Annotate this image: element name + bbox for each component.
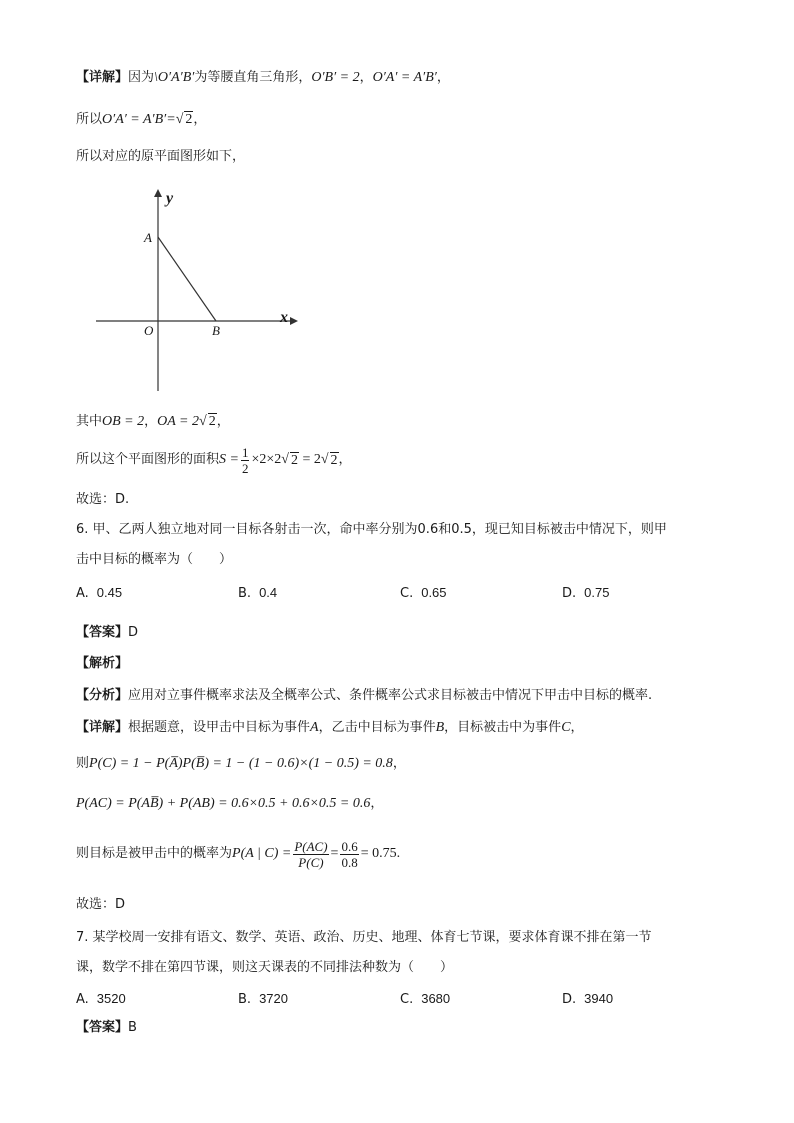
equation: P(AC) = P(AB̅) + P(AB) = 0.6×0.5 + 0.6×0.5 = 0.6 xyxy=(76,796,371,811)
sqrt-radicand: 2 xyxy=(208,414,216,429)
text: ， xyxy=(392,756,406,771)
fraction-half xyxy=(241,445,250,476)
coordinate-figure xyxy=(90,185,310,397)
answer-value: D xyxy=(128,625,139,640)
fraction-numerator: P(AC) xyxy=(294,838,328,854)
text: 则目标是被甲击中的概率为 xyxy=(76,846,233,861)
q7-stem-line-2: 课，数学不排在第四节课，则这天课表的不同排法种数为（ ） xyxy=(76,960,454,975)
text: ， xyxy=(370,796,384,811)
q7-option-d xyxy=(562,989,613,1010)
text: 则 xyxy=(76,756,90,771)
answer-value: B xyxy=(128,1020,137,1035)
option-letter: A. xyxy=(76,992,89,1007)
fraction-numerator: 1 xyxy=(241,444,249,460)
origin-label: O xyxy=(144,323,154,338)
equation: = 2 xyxy=(298,452,321,467)
detail-line-4 xyxy=(76,412,230,432)
q6-fenxi xyxy=(76,686,652,706)
equation: O′B′ = 2 xyxy=(311,70,360,85)
q7-answer xyxy=(76,1018,137,1038)
q6-option-a xyxy=(76,583,122,604)
fenxi-tag: 【分析】 xyxy=(76,688,129,703)
event-c: C xyxy=(561,720,571,735)
text: ， xyxy=(570,720,584,735)
detail-line-1 xyxy=(76,68,450,88)
text: ， xyxy=(216,414,230,429)
equation: OA = 2 xyxy=(157,414,199,429)
q6-calc-3 xyxy=(76,834,400,875)
option-value: 3940 xyxy=(584,991,614,1006)
option-value: 0.4 xyxy=(259,585,278,600)
text: 所以这个平面图形的面积 xyxy=(76,452,220,467)
text: ， xyxy=(359,70,373,85)
fenxi-text: 应用对立事件概率求法及全概率公式、条件概率公式求目标被击中情况下甲击中目标的概率. xyxy=(128,688,653,703)
sqrt-radicand: 2 xyxy=(290,452,298,468)
sqrt-radicand: 2 xyxy=(185,112,193,127)
option-value: 3720 xyxy=(259,991,288,1006)
option-letter: D. xyxy=(562,992,577,1007)
fraction-denominator: P(C) xyxy=(298,854,324,870)
point-a-label: A xyxy=(144,230,152,245)
detail-line-6: 故选：D. xyxy=(76,492,130,507)
q6-choose: 故选：D xyxy=(76,897,126,912)
equation: S = xyxy=(219,452,239,467)
option-value: 3520 xyxy=(96,991,126,1006)
option-letter: D. xyxy=(562,586,577,601)
option-value: 0.45 xyxy=(96,585,123,600)
equation: OB = 2 xyxy=(102,414,145,429)
equation: P(A | C) = xyxy=(232,846,292,861)
equation: O′A′ = A′B′ xyxy=(372,70,437,85)
segment-ab xyxy=(158,237,216,321)
text: ， xyxy=(436,70,450,85)
detail-line-5 xyxy=(76,442,352,479)
text: 根据题意，设甲击中目标为事件 xyxy=(128,720,311,735)
q6-analysis xyxy=(76,654,128,674)
sqrt-symbol: √ xyxy=(281,452,289,467)
q7-stem-line-1: 7. 某学校周一安排有语文、数学、英语、政治、历史、地理、体育七节课，要求体育课不排在第一节 xyxy=(76,930,652,945)
fraction-values xyxy=(340,839,358,870)
text: 所以 xyxy=(76,112,103,127)
fraction-denominator: 2 xyxy=(241,460,249,476)
sqrt-symbol: √ xyxy=(320,452,329,467)
detail-tag: 【详解】 xyxy=(76,720,129,735)
detail-line-3: 所以对应的原平面图形如下， xyxy=(76,149,246,164)
x-axis-label: x xyxy=(280,309,288,326)
q7-option-a xyxy=(76,989,126,1010)
q7-option-c xyxy=(400,989,450,1010)
option-value: 3680 xyxy=(421,991,451,1006)
equation: = xyxy=(330,846,339,861)
option-letter: C. xyxy=(400,992,414,1007)
text: ，目标被击中为事件 xyxy=(444,720,562,735)
event-b: B xyxy=(435,720,445,735)
equation: ×2×2 xyxy=(251,452,282,467)
q6-answer xyxy=(76,623,138,643)
fraction-conditional xyxy=(293,839,328,870)
detail-line-2 xyxy=(76,110,206,130)
text: ， xyxy=(338,452,352,467)
sqrt-symbol: √ xyxy=(175,112,184,127)
x-axis-arrow xyxy=(290,317,298,325)
sqrt-symbol: √ xyxy=(199,414,207,429)
y-axis-label: y xyxy=(166,190,174,207)
q6-detail xyxy=(76,718,584,738)
sqrt-radicand: 2 xyxy=(330,452,338,468)
q6-stem-line-1: 6. 甲、乙两人独立地对同一目标各射击一次，命中率分别为0.6和0.5，现已知目标被击中情况下，则甲 xyxy=(76,522,667,537)
q6-stem-line-2: 击中目标的概率为（ ） xyxy=(76,552,233,567)
q6-calc-2 xyxy=(76,794,383,814)
q6-option-d xyxy=(562,583,609,604)
answer-tag: 【答案】 xyxy=(76,625,129,640)
equation: P(C) = 1 − P(A̅)P(B̅) = 1 − (1 − 0.6)×(1 − 0.5) = 0.8 xyxy=(89,756,393,771)
option-letter: B. xyxy=(238,992,252,1007)
point-b-label: B xyxy=(212,323,220,338)
detail-tag: 【详解】 xyxy=(76,70,129,85)
option-value: 0.65 xyxy=(421,585,447,600)
text: 其中 xyxy=(76,414,103,429)
option-letter: B. xyxy=(238,586,252,601)
option-letter: C. xyxy=(400,586,414,601)
text: ，乙击中目标为事件 xyxy=(318,720,436,735)
y-axis-arrow xyxy=(154,189,162,197)
triangle-expr: \O′A′B′ xyxy=(154,70,195,85)
q6-option-c xyxy=(400,583,447,604)
answer-tag: 【答案】 xyxy=(76,1020,129,1035)
q6-option-b xyxy=(238,583,277,604)
event-a: A xyxy=(310,720,319,735)
text: 为等腰直角三角形， xyxy=(194,70,312,85)
q6-calc-1 xyxy=(76,754,406,774)
equation: = 0.75. xyxy=(360,846,401,861)
option-value: 0.75 xyxy=(584,585,610,600)
fraction-numerator: 0.6 xyxy=(341,838,358,854)
analysis-tag: 【解析】 xyxy=(76,656,129,671)
text: ， xyxy=(144,414,158,429)
text: 因为 xyxy=(128,70,155,85)
text: ， xyxy=(193,112,207,127)
fraction-denominator: 0.8 xyxy=(341,854,358,870)
equation: O′A′ = A′B′= xyxy=(102,112,176,127)
q7-option-b xyxy=(238,989,288,1010)
option-letter: A. xyxy=(76,586,89,601)
